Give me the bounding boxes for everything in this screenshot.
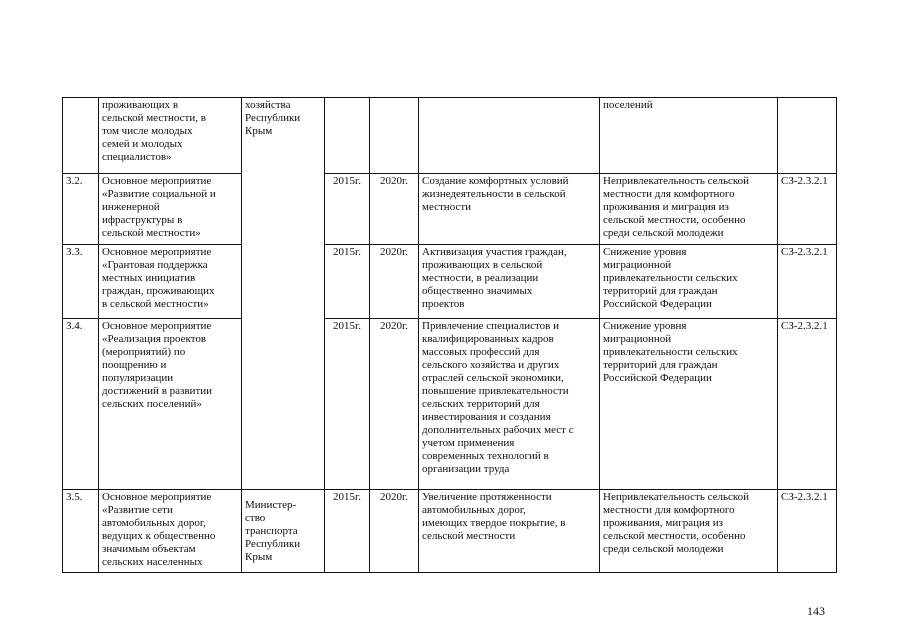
measure-name-line: сельских населенных xyxy=(102,556,203,568)
consequence-line: сельской местности, особенно xyxy=(603,530,746,542)
expected-result-line: Привлечение специалистов и xyxy=(422,320,559,332)
expected-result-line: Активизация участия граждан, xyxy=(422,246,567,258)
expected-result xyxy=(419,98,600,174)
measure-name xyxy=(99,98,242,174)
row-number: 3.2. xyxy=(63,174,99,245)
table-body xyxy=(63,98,837,573)
row-number: 3.5. xyxy=(63,490,99,573)
expected-result xyxy=(419,490,600,573)
indicator-code: СЗ-2.3.2.1 xyxy=(778,245,837,319)
table-row xyxy=(63,319,837,490)
expected-result-line: проектов xyxy=(422,298,465,310)
consequence-line: Снижение уровня xyxy=(603,320,687,332)
measure-name-line: «Развитие сети xyxy=(102,504,173,516)
measure-name-line: граждан, проживающих xyxy=(102,285,215,297)
measure-name-line: сельских поселений» xyxy=(102,398,202,410)
measure-name-line: популяризации xyxy=(102,372,174,384)
consequence-line: Российской Федерации xyxy=(603,298,712,310)
executor-line: хозяйства xyxy=(245,99,291,111)
expected-result-line: Увеличение протяженности xyxy=(422,491,552,503)
executor xyxy=(242,98,325,490)
measure-name-line: (мероприятий) по xyxy=(102,346,186,358)
measure-name-line: инженерной xyxy=(102,201,160,213)
measure-name-line: «Грантовая поддержка xyxy=(102,259,208,271)
expected-result-line: автомобильных дорог, xyxy=(422,504,526,516)
consequence-line: привлекательности сельских xyxy=(603,346,738,358)
consequence-line: местности для комфортного xyxy=(603,188,735,200)
consequence-line: территорий для граждан xyxy=(603,359,718,371)
row-number: 3.4. xyxy=(63,319,99,490)
consequence-line: территорий для граждан xyxy=(603,285,718,297)
consequence xyxy=(600,490,778,573)
measure-name xyxy=(99,174,242,245)
row-number: 3.3. xyxy=(63,245,99,319)
row-number xyxy=(63,98,99,174)
measure-name-line: проживающих в xyxy=(102,99,179,111)
measure-name-line: поощрению и xyxy=(102,359,167,371)
measure-name-line: автомобильных дорог, xyxy=(102,517,206,529)
executor xyxy=(242,490,325,573)
start-year: 2015г. xyxy=(325,174,370,245)
table-row xyxy=(63,98,837,174)
executor-line: Крым xyxy=(245,550,273,563)
expected-result xyxy=(419,245,600,319)
end-year: 2020г. xyxy=(370,174,419,245)
start-year xyxy=(325,98,370,174)
measure-name-line: специалистов» xyxy=(102,151,172,163)
expected-result-line: местности xyxy=(422,201,472,213)
executor-line: Министер- xyxy=(245,498,297,511)
expected-result-line: массовых профессий для xyxy=(422,346,540,358)
measure-name xyxy=(99,319,242,490)
executor-line: Крым xyxy=(245,125,273,137)
measure-name-line: семей и молодых xyxy=(102,138,183,150)
executor-line: Республики xyxy=(245,112,301,124)
consequence xyxy=(600,319,778,490)
table-row xyxy=(63,174,837,245)
measure-name-line: значимым объектам xyxy=(102,543,196,555)
measure-name-line: достижений в развитии xyxy=(102,385,213,397)
start-year: 2015г. xyxy=(325,245,370,319)
expected-result-line: сельской местности xyxy=(422,530,516,542)
measure-name xyxy=(99,245,242,319)
consequence-line: поселений xyxy=(603,99,653,111)
measure-name-line: том числе молодых xyxy=(102,125,193,137)
expected-result-line: современных технологий в xyxy=(422,450,549,462)
consequence-line: сельской местности, особенно xyxy=(603,214,746,226)
consequence-line: миграционной xyxy=(603,259,672,271)
end-year xyxy=(370,98,419,174)
expected-result-line: жизнедеятельности в сельской xyxy=(422,188,566,200)
consequence-line: среди сельской молодежи xyxy=(603,543,724,555)
indicator-code: СЗ-2.3.2.1 xyxy=(778,490,837,573)
consequence xyxy=(600,245,778,319)
measure-name-line: «Реализация проектов xyxy=(102,333,207,345)
indicator-code xyxy=(778,98,837,174)
expected-result-line: сельского хозяйства и других xyxy=(422,359,560,371)
measure-name-line: Основное мероприятие xyxy=(102,175,212,187)
measure-name-line: Основное мероприятие xyxy=(102,491,212,503)
measure-name-line: сельской местности» xyxy=(102,227,201,239)
measure-name-line: «Развитие социальной и xyxy=(102,188,216,200)
measure-name-line: Основное мероприятие xyxy=(102,320,212,332)
expected-result-line: отраслей сельской экономики, xyxy=(422,372,564,384)
end-year: 2020г. xyxy=(370,245,419,319)
consequence-line: Российской Федерации xyxy=(603,372,712,384)
consequence-line: привлекательности сельских xyxy=(603,272,738,284)
measure-name-line: в сельской местности» xyxy=(102,298,209,310)
consequence-line: среди сельской молодежи xyxy=(603,227,724,239)
measure-name xyxy=(99,490,242,573)
expected-result-line: местности, в реализации xyxy=(422,272,539,284)
measure-name-line: сельской местности, в xyxy=(102,112,206,124)
expected-result-line: организации труда xyxy=(422,463,510,475)
expected-result-line: дополнительных рабочих мест с xyxy=(422,424,574,436)
expected-result xyxy=(419,319,600,490)
start-year: 2015г. xyxy=(325,490,370,573)
page-number: 143 xyxy=(807,604,825,618)
measure-name-line: Основное мероприятие xyxy=(102,246,212,258)
expected-result-line: имеющих твердое покрытие, в xyxy=(422,517,566,529)
expected-result-line: Создание комфортных условий xyxy=(422,175,569,187)
indicator-code: СЗ-2.3.2.1 xyxy=(778,174,837,245)
end-year: 2020г. xyxy=(370,490,419,573)
table-row xyxy=(63,245,837,319)
table-row xyxy=(63,490,837,573)
end-year: 2020г. xyxy=(370,319,419,490)
consequence-line: Непривлекательность сельской xyxy=(603,175,750,187)
consequence-line: проживания, миграция из xyxy=(603,517,723,529)
expected-result-line: учетом применения xyxy=(422,437,515,449)
executor-line: транспорта xyxy=(245,524,298,537)
consequence xyxy=(600,98,778,174)
expected-result-line: сельских территорий для xyxy=(422,398,540,410)
measure-name-line: местных инициатив xyxy=(102,272,196,284)
consequence-line: Непривлекательность сельской xyxy=(603,491,750,503)
start-year: 2015г. xyxy=(325,319,370,490)
consequence-line: проживания и миграция из xyxy=(603,201,729,213)
executor-line: ство xyxy=(245,511,266,524)
expected-result-line: общественно значимых xyxy=(422,285,533,297)
expected-result xyxy=(419,174,600,245)
expected-result-line: проживающих в сельской xyxy=(422,259,543,271)
consequence-line: местности для комфортного xyxy=(603,504,735,516)
consequence xyxy=(600,174,778,245)
consequence-line: миграционной xyxy=(603,333,672,345)
consequence-line: Снижение уровня xyxy=(603,246,687,258)
measure-name-line: ведущих к общественно xyxy=(102,530,216,542)
expected-result-line: квалифицированных кадров xyxy=(422,333,554,345)
indicator-code: СЗ-2.3.2.1 xyxy=(778,319,837,490)
expected-result-line: повышение привлекательности xyxy=(422,385,569,397)
measures-table xyxy=(62,97,837,573)
executor-line: Республики xyxy=(245,537,301,550)
expected-result-line: инвестирования и создания xyxy=(422,411,551,423)
measure-name-line: ифраструктуры в xyxy=(102,214,183,226)
